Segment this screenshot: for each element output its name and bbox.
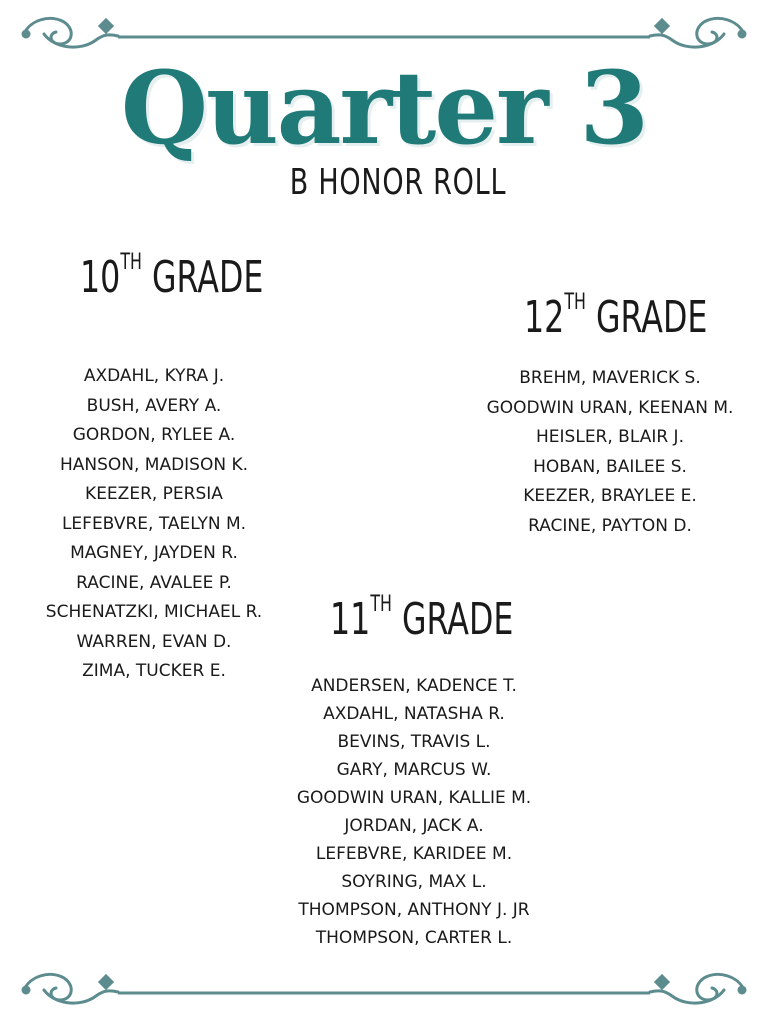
student-name: MAGNEY, JAYDEN R. <box>70 543 238 563</box>
grade-11-list <box>264 672 564 952</box>
grade-suffix: TH <box>120 250 142 275</box>
student-name: BUSH, AVERY A. <box>86 395 222 416</box>
student-name: KEEZER, PERSIA <box>85 484 223 504</box>
student-name: AXDAHL, NATASHA R. <box>323 704 505 724</box>
grade-word: GRADE <box>401 594 514 645</box>
scroll-flourish-icon <box>650 18 745 47</box>
student-name: JORDAN, JACK A. <box>344 816 484 836</box>
scroll-flourish-icon <box>23 974 118 1003</box>
page-title: Quarter 3 <box>120 49 648 167</box>
student-name: GARY, MARCUS W. <box>336 760 492 780</box>
student-name: ZIMA, TUCKER E. <box>82 661 226 681</box>
student-name: GOODWIN URAN, KEENAN M. <box>486 397 734 418</box>
student-name: HOBAN, BAILEE S. <box>533 456 687 477</box>
grade-12-heading <box>524 292 707 343</box>
grade-suffix: TH <box>370 592 392 617</box>
student-name: BREHM, MAVERICK S. <box>519 368 701 388</box>
student-name: LEFEBVRE, TAELYN M. <box>61 513 247 534</box>
bottom-border <box>0 960 768 1020</box>
student-name: GOODWIN URAN, KALLIE M. <box>296 788 532 808</box>
student-name: RACINE, AVALEE P. <box>76 572 232 593</box>
student-name: KEEZER, BRAYLEE E. <box>523 486 697 506</box>
student-name: LEFEBVRE, KARIDEE M. <box>315 844 513 864</box>
student-name: SOYRING, MAX L. <box>341 872 487 892</box>
grade-suffix: TH <box>564 290 586 315</box>
grade-word: GRADE <box>151 252 264 303</box>
student-name: HANSON, MADISON K. <box>59 454 249 475</box>
scroll-flourish-icon <box>650 974 745 1003</box>
scroll-flourish-icon <box>23 18 118 47</box>
grade-number: 10 <box>80 252 121 303</box>
grade-11-heading <box>330 594 513 645</box>
page-subtitle: B HONOR ROLL <box>289 162 507 203</box>
grade-12-list <box>460 364 760 541</box>
grade-10-heading <box>80 252 263 303</box>
grade-10-list <box>24 362 284 687</box>
grade-word: GRADE <box>595 292 708 343</box>
student-name: HEISLER, BLAIR J. <box>536 427 684 447</box>
student-name: BEVINS, TRAVIS L. <box>337 732 491 752</box>
student-name: AXDAHL, KYRA J. <box>83 366 225 386</box>
grade-number: 11 <box>330 594 371 645</box>
student-name: THOMPSON, CARTER L. <box>315 928 513 948</box>
student-name: GORDON, RYLEE A. <box>72 425 236 445</box>
student-name: ANDERSEN, KADENCE T. <box>311 676 517 696</box>
student-name: THOMPSON, ANTHONY J. JR <box>298 900 530 920</box>
student-name: RACINE, PAYTON D. <box>528 515 692 536</box>
student-name: SCHENATZKI, MICHAEL R. <box>45 602 263 622</box>
student-name: WARREN, EVAN D. <box>76 631 232 652</box>
grade-number: 12 <box>524 292 565 343</box>
